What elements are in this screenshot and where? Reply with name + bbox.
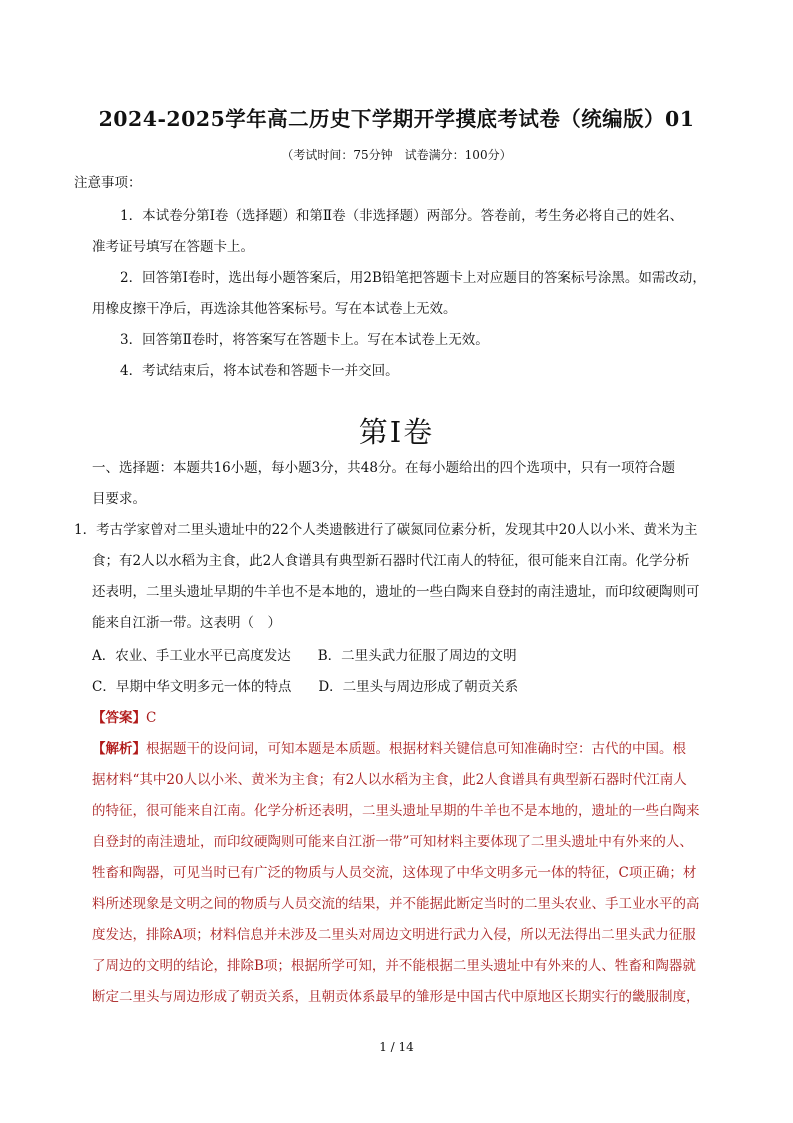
analysis-tag: 【解析】	[92, 741, 146, 757]
analysis-line: 度发达，排除A项；材料信息并未涉及二里头对周边文明进行武力入侵，所以无法得出二里头武力征服	[92, 927, 696, 943]
answer-tag: 【答案】	[92, 710, 146, 726]
notes-line: 2．回答第Ⅰ卷时，选出每小题答案后，用2B铅笔把答题卡上对应题目的答案标号涂黑。如需改动，	[120, 270, 706, 286]
analysis-line: 据材料“其中20人以小米、黄米为主食；有2人以水稻为主食，此2人食谱具有典型新石器时代江南人	[92, 772, 687, 788]
notes-line: 用橡皮擦干净后，再选涂其他答案标号。写在本试卷上无效。	[92, 301, 457, 317]
analysis-line: 了周边的文明的结论，排除B项；根据所学可知，并不能根据二里头遗址中有外来的人、牲畜和陶器就	[92, 958, 696, 974]
question-stem-line: 食；有2人以水稻为主食，此2人食谱具有典型新石器时代江南人的特征，很可能来自江南。化学分析	[92, 553, 690, 569]
analysis-line: 的特征，很可能来自江南。化学分析还表明，二里头遗址早期的牛羊也不是本地的，遗址的一些白陶来	[92, 803, 700, 819]
analysis-line: 断定二里头与周边形成了朝贡关系，且朝贡体系最早的雏形是中国古代中原地区长期实行的畿服制度，	[92, 989, 700, 1005]
analysis-line: 牲畜和陶器，可见当时已有广泛的物质与人员交流，这体现了中华文明多元一体的特征，C项正确；材	[92, 865, 697, 881]
question-stem-line: 能来自江浙一带。这表明（ ）	[92, 615, 281, 631]
answer-line	[92, 708, 156, 728]
notes-line: 1．本试卷分第Ⅰ卷（选择题）和第Ⅱ卷（非选择题）两部分。答卷前，考生务必将自己的姓名、	[120, 208, 684, 224]
analysis-line	[92, 739, 686, 759]
exam-subtitle: （考试时间：75分钟 试卷满分：100分）	[281, 148, 512, 162]
analysis-first-text: 根据题干的设问词，可知本题是本质题。根据材料关键信息可知准确时空：古代的中国。根	[146, 741, 686, 757]
question-stem-line: 1．考古学家曾对二里头遗址中的22个人类遗骸进行了碳氮同位素分析，发现其中20人以小米、黄米为主	[74, 522, 698, 538]
analysis-line: 自登封的南洼遗址，而印纹硬陶则可能来自江浙一带”可知材料主要体现了二里头遗址中有外来的人、	[92, 834, 693, 850]
exam-title: 2024-2025学年高二历史下学期开学摸底考试卷（统编版）01	[98, 107, 695, 131]
notes-line: 4．考试结束后，将本试卷和答题卡一并交回。	[120, 363, 399, 379]
notes-heading: 注意事项：	[74, 175, 142, 191]
notes-line: 准考证号填写在答题卡上。	[92, 239, 254, 255]
instructions-line: 目要求。	[92, 491, 146, 507]
question-option-line: C．早期中华文明多元一体的特点 D．二里头与周边形成了朝贡关系	[92, 679, 519, 695]
question-stem-line: 还表明，二里头遗址早期的牛羊也不是本地的，遗址的一些白陶来自登封的南洼遗址，而印纹硬陶则可	[92, 584, 700, 600]
analysis-line: 料所述现象是文明之间的物质与人员交流的结果，并不能据此断定当时的二里头农业、手工业水平的高	[92, 896, 700, 912]
answer-value: C	[146, 710, 157, 726]
instructions-line: 一、选择题：本题共16小题，每小题3分，共48分。在每小题给出的四个选项中，只有一项符合题	[92, 460, 675, 476]
section-title: 第Ⅰ卷	[358, 415, 435, 449]
question-option-line: A．农业、手工业水平已高度发达 B．二里头武力征服了周边的文明	[92, 648, 517, 664]
notes-line: 3．回答第Ⅱ卷时，将答案写在答题卡上。写在本试卷上无效。	[120, 332, 489, 348]
page-number: 1 / 14	[379, 1040, 414, 1054]
